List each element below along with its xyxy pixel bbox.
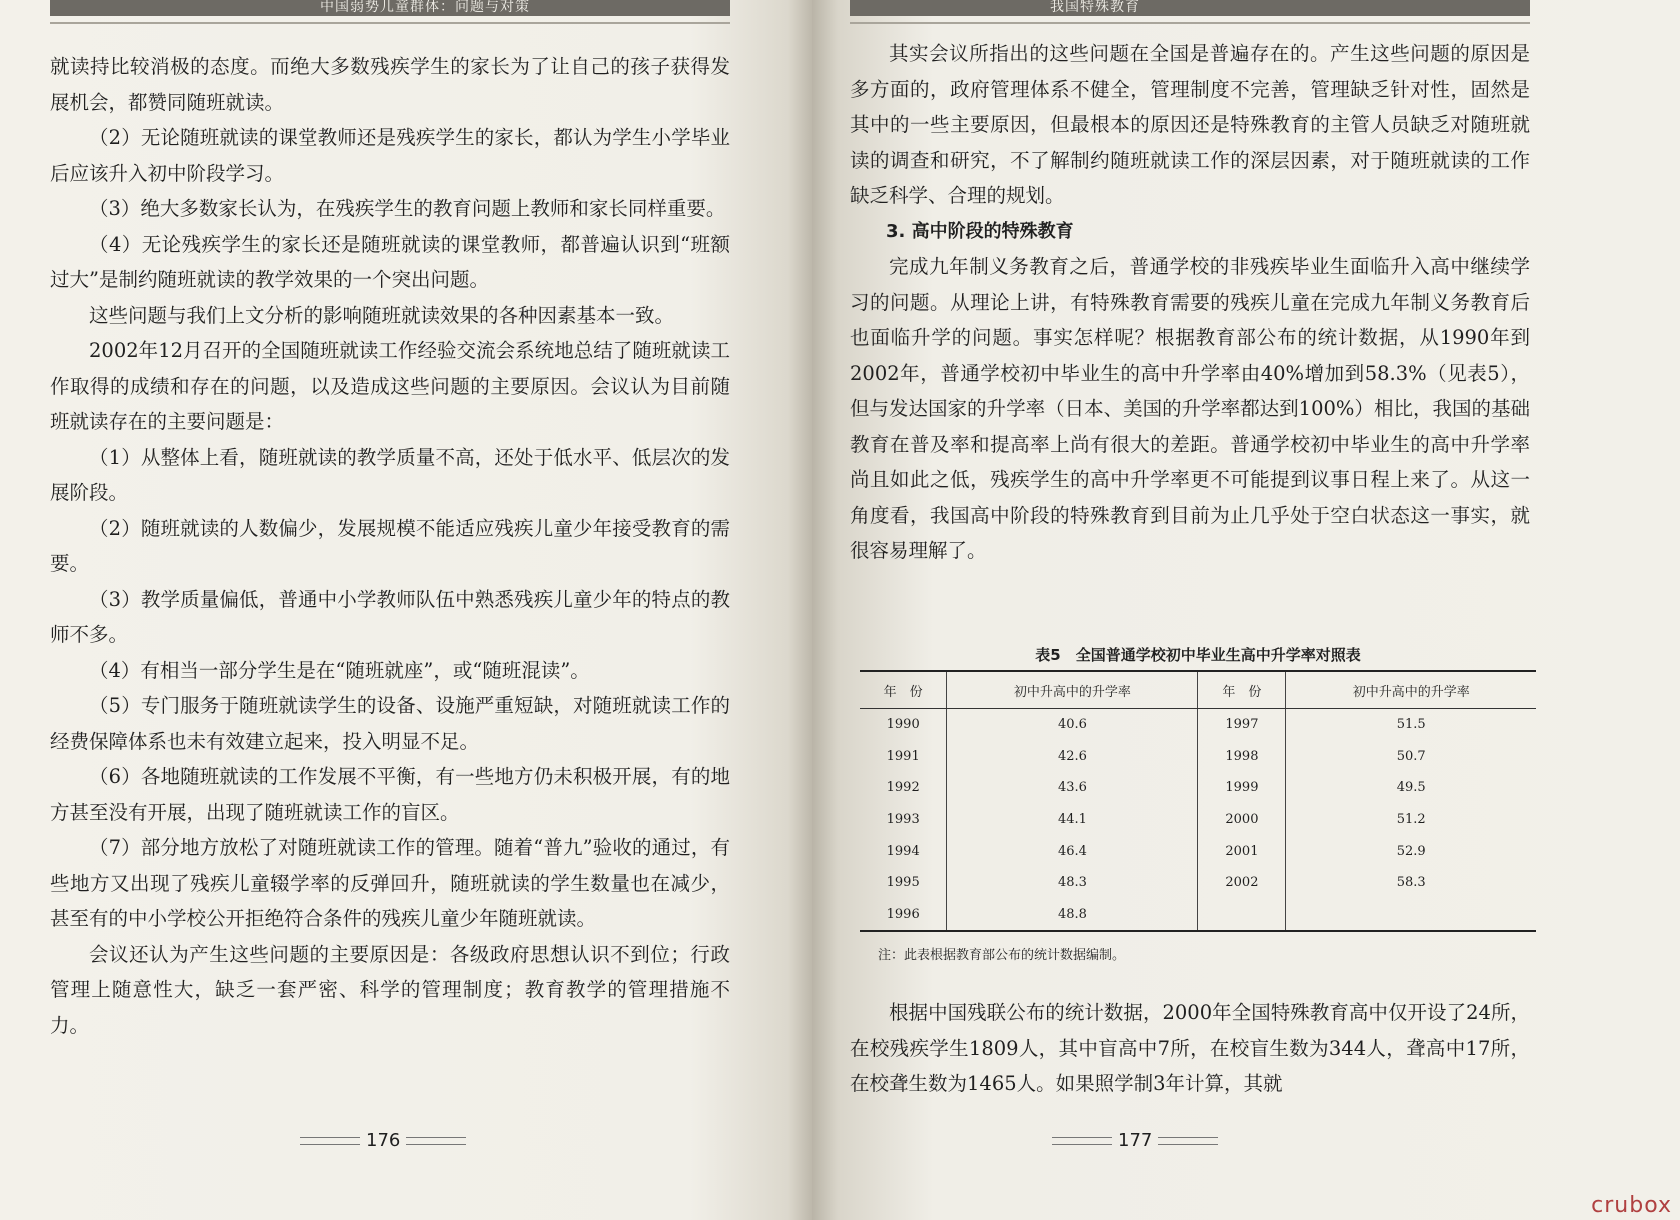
left-page-number: 176 xyxy=(366,1130,401,1151)
table-header-cell: 年 份 xyxy=(1198,671,1286,709)
paragraph: （3）教学质量偏低，普通中小学教师队伍中熟悉残疾儿童少年的特点的教师不多。 xyxy=(50,587,730,646)
paragraph: （6）各地随班就读的工作发展不平衡，有一些地方仍未积极开展，有的地方甚至没有开展，出现了随班就读工作的盲区。 xyxy=(50,765,730,824)
table-header-row xyxy=(860,671,1536,709)
right-page xyxy=(812,0,1680,1220)
folio-ornament xyxy=(1158,1137,1218,1145)
table-cell: 58.3 xyxy=(1286,867,1536,899)
table-cell: 49.5 xyxy=(1286,772,1536,804)
left-running-head: 中国弱势儿童群体：问题与对策 xyxy=(320,0,530,15)
table-cell: 1996 xyxy=(860,899,947,932)
paragraph: （5）专门服务于随班就读学生的设备、设施严重短缺，对随班就读工作的经费保障体系也未有效建立起来，投入明显不足。 xyxy=(50,694,730,753)
paragraph: （1）从整体上看，随班就读的教学质量不高，还处于低水平、低层次的发展阶段。 xyxy=(50,445,730,504)
table-row xyxy=(860,835,1536,867)
paragraph: 完成九年制义务教育之后，普通学校的非残疾毕业生面临升入高中继续学习的问题。从理论上讲，有特殊教育需要的残疾儿童在完成九年制义务教育后也面临升学的问题。事实怎样呢？根据教育部公布的统计数据，从1990年到2002年，普通学校初中毕业生的高中升学率由40%增加到58.3%（见表5），但与发达国家的升学率（日本、美国的升学率都达到100%）相比，我国的基础教育在普及率和提高率上尚有很大的差距。普通学校初中毕业生的高中升学率尚且如此之低，残疾学生的高中升学率更不可能提到议事日程上来了。从这一角度看，我国高中阶段的特殊教育到目前为止几乎处于空白状态这一事实，就很容易理解了。 xyxy=(850,255,1530,562)
table-row xyxy=(860,772,1536,804)
table-cell: 51.2 xyxy=(1286,804,1536,836)
paragraph: 会议还认为产生这些问题的主要原因是：各级政府思想认识不到位；行政管理上随意性大，缺乏一套严密、科学的管理制度；教育教学的管理措施不力。 xyxy=(50,942,730,1037)
right-running-head: 我国特殊教育 xyxy=(1050,0,1140,15)
table-row xyxy=(860,867,1536,899)
table-cell: 44.1 xyxy=(947,804,1198,836)
right-header-rule xyxy=(850,22,1530,24)
right-folio xyxy=(1052,1130,1218,1151)
left-folio xyxy=(300,1130,466,1151)
table-cell: 1998 xyxy=(1198,741,1286,773)
table-cell: 50.7 xyxy=(1286,741,1536,773)
left-page xyxy=(0,0,812,1220)
paragraph: 根据中国残联公布的统计数据，2000年全国特殊教育高中仅开设了24所，在校残疾学生1809人，其中盲高中7所，在校盲生数为344人，聋高中17所，在校聋生数为1465人。如果照学制3年计算，其就 xyxy=(850,1001,1530,1095)
table-caption: 表5 全国普通学校初中毕业生高中升学率对照表 xyxy=(1035,646,1361,664)
watermark: crubox xyxy=(1591,1193,1672,1218)
table-cell: 2002 xyxy=(1198,867,1286,899)
enrollment-rate-table xyxy=(860,670,1536,932)
table-header-cell: 初中升高中的升学率 xyxy=(947,671,1198,709)
left-header-bar xyxy=(50,0,730,16)
folio-ornament xyxy=(1052,1137,1112,1145)
right-lower-text xyxy=(850,995,1530,1102)
table-cell: 1993 xyxy=(886,812,920,828)
table-cell: 40.6 xyxy=(947,709,1198,741)
paragraph: （7）部分地方放松了对随班就读工作的管理。随着“普九”验收的通过，有些地方又出现了残疾儿童辍学率的反弹回升，随班就读的学生数量也在减少，甚至有的中小学校公开拒绝符合条件的残疾儿童少年随班就读。 xyxy=(50,836,730,930)
table-cell: 1991 xyxy=(886,748,920,764)
table-cell: 1992 xyxy=(886,780,920,796)
paragraph: （2）随班就读的人数偏少，发展规模不能适应残疾儿童少年接受教育的需要。 xyxy=(50,516,730,575)
table-cell: 42.6 xyxy=(947,741,1198,773)
table-cell: 51.5 xyxy=(1286,709,1536,741)
table-cell: 1990 xyxy=(886,717,920,733)
paragraph: （2）无论随班就读的课堂教师还是残疾学生的家长，都认为学生小学毕业后应该升入初中阶段学习。 xyxy=(50,126,730,185)
table-row xyxy=(860,741,1536,773)
table-cell: 52.9 xyxy=(1286,835,1536,867)
table-cell: 1994 xyxy=(886,843,920,859)
folio-ornament xyxy=(300,1137,360,1145)
folio-ornament xyxy=(406,1137,466,1145)
right-page-number: 177 xyxy=(1118,1130,1153,1151)
table-cell: 1995 xyxy=(886,875,920,891)
table-row xyxy=(860,804,1536,836)
table-cell: 48.8 xyxy=(947,899,1198,932)
paragraph: （3）绝大多数家长认为，在残疾学生的教育问题上教师和家长同样重要。 xyxy=(89,197,726,220)
table-row xyxy=(860,899,1536,932)
table-row xyxy=(860,709,1536,741)
table-note: 注：此表根据教育部公布的统计数据编制。 xyxy=(878,948,1126,964)
table-cell: 2000 xyxy=(1198,804,1286,836)
table-cell: 1997 xyxy=(1198,709,1286,741)
paragraph: 2002年12月召开的全国随班就读工作经验交流会系统地总结了随班就读工作取得的成绩和存在的问题，以及造成这些问题的主要原因。会议认为目前随班就读存在的主要问题是： xyxy=(50,339,730,433)
paragraph: 其实会议所指出的这些问题在全国是普遍存在的。产生这些问题的原因是多方面的，政府管理体系不健全，管理制度不完善，管理缺乏针对性，固然是其中的一些主要原因，但最根本的原因还是特殊教育的主管人员缺乏对随班就读的调查和研究，不了解制约随班就读工作的深层因素，对于随班就读的工作缺乏科学、合理的规划。 xyxy=(850,42,1530,207)
paragraph: （4）有相当一部分学生是在“随班就座”，或“随班混读”。 xyxy=(89,658,590,682)
section-heading: 3. 高中阶段的特殊教育 xyxy=(886,220,1074,242)
table-cell xyxy=(1198,899,1286,932)
table-5 xyxy=(860,640,1536,963)
left-body-text xyxy=(50,49,730,1043)
paragraph: 这些问题与我们上文分析的影响随班就读效果的各种因素基本一致。 xyxy=(89,303,675,327)
left-header-rule xyxy=(50,22,730,24)
table-cell: 2001 xyxy=(1198,835,1286,867)
right-body-text xyxy=(850,36,1530,569)
table-cell xyxy=(1286,899,1536,932)
table-cell: 46.4 xyxy=(947,835,1198,867)
table-header-cell: 年 份 xyxy=(860,671,947,709)
right-header-bar xyxy=(850,0,1530,16)
table-cell: 48.3 xyxy=(947,867,1198,899)
paragraph: 就读持比较消极的态度。而绝大多数残疾学生的家长为了让自己的孩子获得发展机会，都赞同随班就读。 xyxy=(50,55,730,114)
table-header-cell: 初中升高中的升学率 xyxy=(1286,671,1536,709)
paragraph: （4）无论残疾学生的家长还是随班就读的课堂教师，都普遍认识到“班额过大”是制约随班就读的教学效果的一个突出问题。 xyxy=(50,232,730,291)
table-cell: 1999 xyxy=(1198,772,1286,804)
table-cell: 43.6 xyxy=(947,772,1198,804)
